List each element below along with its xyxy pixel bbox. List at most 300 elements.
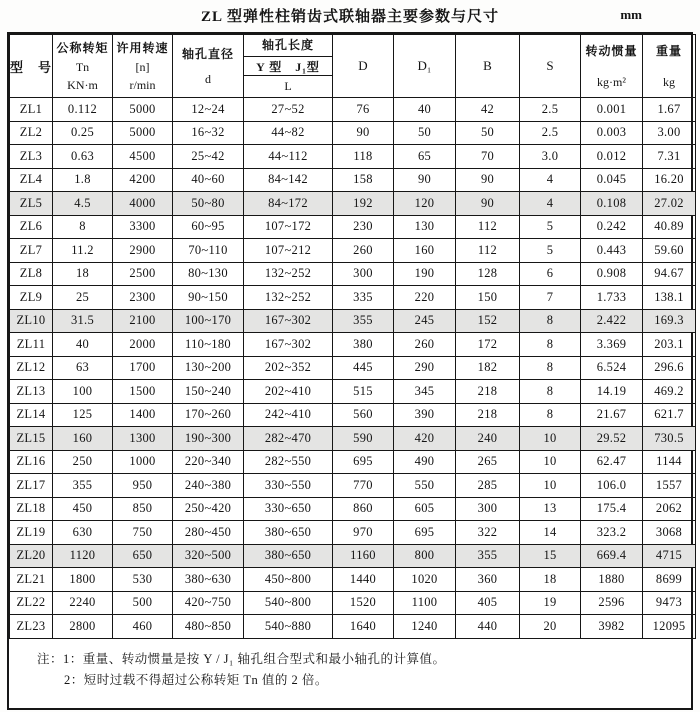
cell-torque: 250 bbox=[53, 450, 113, 474]
table-frame bbox=[7, 32, 693, 710]
table-row bbox=[10, 145, 696, 169]
cell-torque: 63 bbox=[53, 356, 113, 380]
cell-D1: 605 bbox=[394, 497, 456, 521]
cell-length: 540~880 bbox=[244, 615, 333, 639]
cell-length: 450~800 bbox=[244, 568, 333, 592]
col-header-bore bbox=[173, 35, 244, 98]
table-row bbox=[10, 403, 696, 427]
cell-D1: 390 bbox=[394, 403, 456, 427]
cell-speed: 3300 bbox=[113, 215, 173, 239]
cell-S: 10 bbox=[520, 427, 581, 451]
cell-length: 107~172 bbox=[244, 215, 333, 239]
cell-model: ZL22 bbox=[10, 591, 53, 615]
cell-D1: 220 bbox=[394, 286, 456, 310]
cell-B: 152 bbox=[456, 309, 520, 333]
cell-S: 8 bbox=[520, 380, 581, 404]
cell-inertia: 14.19 bbox=[581, 380, 643, 404]
cell-model: ZL21 bbox=[10, 568, 53, 592]
cell-inertia: 0.242 bbox=[581, 215, 643, 239]
cell-speed: 460 bbox=[113, 615, 173, 639]
header-speed-label: 许用转速 bbox=[116, 40, 169, 55]
title-row bbox=[0, 5, 700, 29]
cell-D: 560 bbox=[333, 403, 394, 427]
cell-D: 1520 bbox=[333, 591, 394, 615]
cell-weight: 1144 bbox=[643, 450, 696, 474]
cell-speed: 2000 bbox=[113, 333, 173, 357]
col-header-model bbox=[10, 35, 53, 98]
cell-inertia: 323.2 bbox=[581, 521, 643, 545]
cell-model: ZL2 bbox=[10, 121, 53, 145]
cell-weight: 8699 bbox=[643, 568, 696, 592]
cell-model: ZL8 bbox=[10, 262, 53, 286]
note-line-1: 注：1：重量、转动惯量是按 Y / J₁ 轴孔组合型式和最小轴孔的计算值。 bbox=[37, 651, 446, 666]
cell-bore: 240~380 bbox=[173, 474, 244, 498]
cell-bore: 170~260 bbox=[173, 403, 244, 427]
cell-weight: 203.1 bbox=[643, 333, 696, 357]
notes-block bbox=[9, 639, 691, 709]
cell-torque: 125 bbox=[53, 403, 113, 427]
table-row bbox=[10, 591, 696, 615]
cell-torque: 355 bbox=[53, 474, 113, 498]
cell-S: 5 bbox=[520, 215, 581, 239]
cell-length: 330~550 bbox=[244, 474, 333, 498]
table-row bbox=[10, 497, 696, 521]
cell-D1: 1100 bbox=[394, 591, 456, 615]
table-row bbox=[10, 568, 696, 592]
cell-D: 860 bbox=[333, 497, 394, 521]
cell-inertia: 3982 bbox=[581, 615, 643, 639]
cell-weight: 16.20 bbox=[643, 168, 696, 192]
cell-B: 405 bbox=[456, 591, 520, 615]
cell-torque: 31.5 bbox=[53, 309, 113, 333]
cell-S: 4 bbox=[520, 192, 581, 216]
cell-length: 202~352 bbox=[244, 356, 333, 380]
cell-speed: 2500 bbox=[113, 262, 173, 286]
cell-model: ZL14 bbox=[10, 403, 53, 427]
cell-model: ZL12 bbox=[10, 356, 53, 380]
cell-weight: 1557 bbox=[643, 474, 696, 498]
header-inertia-unit: kg·m² bbox=[597, 75, 626, 89]
cell-weight: 94.67 bbox=[643, 262, 696, 286]
cell-inertia: 62.47 bbox=[581, 450, 643, 474]
table-row bbox=[10, 450, 696, 474]
cell-B: 150 bbox=[456, 286, 520, 310]
cell-bore: 190~300 bbox=[173, 427, 244, 451]
cell-weight: 3068 bbox=[643, 521, 696, 545]
col-header-D1 bbox=[394, 35, 456, 98]
cell-torque: 40 bbox=[53, 333, 113, 357]
cell-length: 132~252 bbox=[244, 286, 333, 310]
cell-D1: 40 bbox=[394, 98, 456, 122]
cell-inertia: 2.422 bbox=[581, 309, 643, 333]
unit-label: mm bbox=[620, 7, 642, 22]
cell-inertia: 0.012 bbox=[581, 145, 643, 169]
cell-D1: 1020 bbox=[394, 568, 456, 592]
col-header-weight bbox=[643, 35, 696, 98]
cell-model: ZL17 bbox=[10, 474, 53, 498]
cell-length: 202~410 bbox=[244, 380, 333, 404]
cell-speed: 1500 bbox=[113, 380, 173, 404]
cell-speed: 5000 bbox=[113, 121, 173, 145]
table-row bbox=[10, 286, 696, 310]
cell-model: ZL1 bbox=[10, 98, 53, 122]
cell-speed: 4000 bbox=[113, 192, 173, 216]
cell-B: 172 bbox=[456, 333, 520, 357]
cell-D: 380 bbox=[333, 333, 394, 357]
cell-B: 182 bbox=[456, 356, 520, 380]
cell-S: 8 bbox=[520, 356, 581, 380]
cell-length: 282~550 bbox=[244, 450, 333, 474]
table-header bbox=[10, 35, 696, 98]
note-line-2: 2：短时过载不得超过公称转矩 Tn 值的 2 倍。 bbox=[64, 673, 328, 688]
cell-S: 13 bbox=[520, 497, 581, 521]
cell-length: 282~470 bbox=[244, 427, 333, 451]
table-row bbox=[10, 121, 696, 145]
cell-weight: 3.00 bbox=[643, 121, 696, 145]
cell-S: 8 bbox=[520, 333, 581, 357]
cell-torque: 4.5 bbox=[53, 192, 113, 216]
table-row bbox=[10, 168, 696, 192]
cell-weight: 169.3 bbox=[643, 309, 696, 333]
cell-weight: 12095 bbox=[643, 615, 696, 639]
cell-bore: 320~500 bbox=[173, 544, 244, 568]
cell-bore: 90~150 bbox=[173, 286, 244, 310]
header-bore-label: 轴孔直径 bbox=[181, 47, 234, 61]
cell-D: 355 bbox=[333, 309, 394, 333]
cell-bore: 100~170 bbox=[173, 309, 244, 333]
cell-D1: 120 bbox=[394, 192, 456, 216]
cell-B: 70 bbox=[456, 145, 520, 169]
cell-B: 90 bbox=[456, 192, 520, 216]
cell-speed: 4500 bbox=[113, 145, 173, 169]
page-title: ZL 型弹性柱销齿式联轴器主要参数与尺寸 bbox=[201, 9, 499, 25]
cell-inertia: 0.001 bbox=[581, 98, 643, 122]
cell-D: 260 bbox=[333, 239, 394, 263]
cell-B: 128 bbox=[456, 262, 520, 286]
table-row bbox=[10, 239, 696, 263]
cell-weight: 9473 bbox=[643, 591, 696, 615]
cell-D1: 260 bbox=[394, 333, 456, 357]
cell-length: 44~82 bbox=[244, 121, 333, 145]
cell-bore: 110~180 bbox=[173, 333, 244, 357]
cell-S: 7 bbox=[520, 286, 581, 310]
table-row bbox=[10, 380, 696, 404]
header-model-label: 型 号 bbox=[10, 59, 53, 75]
cell-S: 4 bbox=[520, 168, 581, 192]
cell-model: ZL3 bbox=[10, 145, 53, 169]
cell-bore: 150~240 bbox=[173, 380, 244, 404]
cell-speed: 2300 bbox=[113, 286, 173, 310]
cell-D1: 65 bbox=[394, 145, 456, 169]
cell-B: 218 bbox=[456, 403, 520, 427]
col-header-inertia bbox=[581, 35, 643, 98]
cell-bore: 40~60 bbox=[173, 168, 244, 192]
cell-bore: 280~450 bbox=[173, 521, 244, 545]
cell-torque: 0.63 bbox=[53, 145, 113, 169]
cell-torque: 2240 bbox=[53, 591, 113, 615]
cell-model: ZL19 bbox=[10, 521, 53, 545]
cell-S: 10 bbox=[520, 474, 581, 498]
cell-D1: 290 bbox=[394, 356, 456, 380]
cell-inertia: 175.4 bbox=[581, 497, 643, 521]
header-S-label: S bbox=[546, 58, 554, 73]
cell-S: 8 bbox=[520, 403, 581, 427]
header-inertia-label: 转动惯量 bbox=[585, 44, 638, 58]
cell-D1: 345 bbox=[394, 380, 456, 404]
col-header-S bbox=[520, 35, 581, 98]
cell-bore: 480~850 bbox=[173, 615, 244, 639]
cell-speed: 1000 bbox=[113, 450, 173, 474]
cell-model: ZL10 bbox=[10, 309, 53, 333]
table-body bbox=[10, 98, 696, 639]
cell-bore: 380~630 bbox=[173, 568, 244, 592]
cell-B: 50 bbox=[456, 121, 520, 145]
cell-torque: 11.2 bbox=[53, 239, 113, 263]
cell-model: ZL20 bbox=[10, 544, 53, 568]
cell-B: 42 bbox=[456, 98, 520, 122]
cell-B: 112 bbox=[456, 215, 520, 239]
cell-weight: 138.1 bbox=[643, 286, 696, 310]
cell-D: 515 bbox=[333, 380, 394, 404]
col-header-B bbox=[456, 35, 520, 98]
cell-D1: 160 bbox=[394, 239, 456, 263]
header-B-label: B bbox=[483, 58, 492, 73]
cell-inertia: 669.4 bbox=[581, 544, 643, 568]
cell-length: 27~52 bbox=[244, 98, 333, 122]
cell-weight: 27.02 bbox=[643, 192, 696, 216]
cell-torque: 1800 bbox=[53, 568, 113, 592]
cell-B: 218 bbox=[456, 380, 520, 404]
header-speed-unit: r/min bbox=[129, 78, 156, 93]
cell-D: 770 bbox=[333, 474, 394, 498]
cell-S: 5 bbox=[520, 239, 581, 263]
cell-speed: 850 bbox=[113, 497, 173, 521]
cell-D1: 50 bbox=[394, 121, 456, 145]
col-header-D bbox=[333, 35, 394, 98]
cell-bore: 220~340 bbox=[173, 450, 244, 474]
cell-S: 14 bbox=[520, 521, 581, 545]
header-length-symbol: L bbox=[284, 79, 292, 93]
cell-speed: 950 bbox=[113, 474, 173, 498]
cell-D1: 245 bbox=[394, 309, 456, 333]
cell-length: 44~112 bbox=[244, 145, 333, 169]
header-weight-label: 重量 bbox=[655, 44, 682, 58]
cell-bore: 80~130 bbox=[173, 262, 244, 286]
table-row bbox=[10, 215, 696, 239]
cell-torque: 0.25 bbox=[53, 121, 113, 145]
cell-D: 335 bbox=[333, 286, 394, 310]
cell-bore: 70~110 bbox=[173, 239, 244, 263]
col-header-torque bbox=[53, 35, 113, 98]
cell-D1: 800 bbox=[394, 544, 456, 568]
cell-length: 380~650 bbox=[244, 544, 333, 568]
cell-D1: 695 bbox=[394, 521, 456, 545]
cell-bore: 16~32 bbox=[173, 121, 244, 145]
cell-weight: 730.5 bbox=[643, 427, 696, 451]
cell-speed: 1400 bbox=[113, 403, 173, 427]
cell-length: 540~800 bbox=[244, 591, 333, 615]
cell-inertia: 1.733 bbox=[581, 286, 643, 310]
cell-length: 84~172 bbox=[244, 192, 333, 216]
cell-model: ZL18 bbox=[10, 497, 53, 521]
cell-model: ZL4 bbox=[10, 168, 53, 192]
cell-D1: 190 bbox=[394, 262, 456, 286]
cell-torque: 1120 bbox=[53, 544, 113, 568]
cell-S: 2.5 bbox=[520, 121, 581, 145]
cell-weight: 469.2 bbox=[643, 380, 696, 404]
cell-D1: 130 bbox=[394, 215, 456, 239]
cell-B: 360 bbox=[456, 568, 520, 592]
cell-D1: 1240 bbox=[394, 615, 456, 639]
cell-inertia: 21.67 bbox=[581, 403, 643, 427]
header-length-label: 轴孔长度 bbox=[261, 38, 314, 52]
cell-B: 90 bbox=[456, 168, 520, 192]
cell-model: ZL16 bbox=[10, 450, 53, 474]
header-row bbox=[10, 35, 696, 98]
cell-S: 20 bbox=[520, 615, 581, 639]
cell-D: 1640 bbox=[333, 615, 394, 639]
cell-D: 158 bbox=[333, 168, 394, 192]
cell-D: 118 bbox=[333, 145, 394, 169]
cell-inertia: 0.003 bbox=[581, 121, 643, 145]
cell-torque: 160 bbox=[53, 427, 113, 451]
cell-speed: 1700 bbox=[113, 356, 173, 380]
cell-S: 3.0 bbox=[520, 145, 581, 169]
cell-weight: 40.89 bbox=[643, 215, 696, 239]
table-row bbox=[10, 356, 696, 380]
cell-speed: 4200 bbox=[113, 168, 173, 192]
cell-inertia: 106.0 bbox=[581, 474, 643, 498]
cell-model: ZL13 bbox=[10, 380, 53, 404]
cell-torque: 1.8 bbox=[53, 168, 113, 192]
cell-length: 84~142 bbox=[244, 168, 333, 192]
cell-B: 240 bbox=[456, 427, 520, 451]
cell-S: 8 bbox=[520, 309, 581, 333]
cell-bore: 250~420 bbox=[173, 497, 244, 521]
cell-inertia: 2596 bbox=[581, 591, 643, 615]
cell-inertia: 3.369 bbox=[581, 333, 643, 357]
cell-bore: 12~24 bbox=[173, 98, 244, 122]
cell-D: 230 bbox=[333, 215, 394, 239]
cell-D: 1440 bbox=[333, 568, 394, 592]
cell-length: 330~650 bbox=[244, 497, 333, 521]
cell-B: 300 bbox=[456, 497, 520, 521]
cell-D1: 90 bbox=[394, 168, 456, 192]
header-torque-symbol: Tn bbox=[75, 59, 90, 74]
cell-model: ZL9 bbox=[10, 286, 53, 310]
cell-S: 19 bbox=[520, 591, 581, 615]
cell-D: 300 bbox=[333, 262, 394, 286]
cell-D: 590 bbox=[333, 427, 394, 451]
cell-B: 322 bbox=[456, 521, 520, 545]
cell-weight: 296.6 bbox=[643, 356, 696, 380]
cell-model: ZL23 bbox=[10, 615, 53, 639]
cell-inertia: 0.443 bbox=[581, 239, 643, 263]
cell-B: 112 bbox=[456, 239, 520, 263]
cell-inertia: 0.108 bbox=[581, 192, 643, 216]
cell-length: 242~410 bbox=[244, 403, 333, 427]
cell-speed: 750 bbox=[113, 521, 173, 545]
cell-bore: 50~80 bbox=[173, 192, 244, 216]
col-header-speed bbox=[113, 35, 173, 98]
cell-bore: 25~42 bbox=[173, 145, 244, 169]
cell-S: 2.5 bbox=[520, 98, 581, 122]
cell-length: 380~650 bbox=[244, 521, 333, 545]
table-row bbox=[10, 615, 696, 639]
table-row bbox=[10, 474, 696, 498]
col-header-length bbox=[244, 35, 333, 98]
cell-bore: 420~750 bbox=[173, 591, 244, 615]
header-torque-unit: KN·m bbox=[67, 78, 98, 93]
table-row bbox=[10, 192, 696, 216]
header-torque-label: 公称转矩 bbox=[56, 40, 109, 55]
cell-speed: 500 bbox=[113, 591, 173, 615]
cell-speed: 5000 bbox=[113, 98, 173, 122]
header-bore-symbol: d bbox=[205, 72, 211, 86]
cell-bore: 130~200 bbox=[173, 356, 244, 380]
table-row bbox=[10, 333, 696, 357]
table-row bbox=[10, 544, 696, 568]
table-row bbox=[10, 98, 696, 122]
cell-torque: 8 bbox=[53, 215, 113, 239]
cell-torque: 100 bbox=[53, 380, 113, 404]
cell-speed: 650 bbox=[113, 544, 173, 568]
cell-speed: 2900 bbox=[113, 239, 173, 263]
cell-S: 10 bbox=[520, 450, 581, 474]
header-length-types: Y 型 J₁型 bbox=[244, 56, 332, 76]
cell-B: 440 bbox=[456, 615, 520, 639]
cell-length: 107~212 bbox=[244, 239, 333, 263]
table-row bbox=[10, 262, 696, 286]
cell-S: 6 bbox=[520, 262, 581, 286]
cell-model: ZL15 bbox=[10, 427, 53, 451]
cell-torque: 25 bbox=[53, 286, 113, 310]
table-row bbox=[10, 427, 696, 451]
cell-length: 167~302 bbox=[244, 333, 333, 357]
cell-D1: 420 bbox=[394, 427, 456, 451]
cell-length: 167~302 bbox=[244, 309, 333, 333]
cell-D: 1160 bbox=[333, 544, 394, 568]
cell-torque: 630 bbox=[53, 521, 113, 545]
cell-inertia: 0.908 bbox=[581, 262, 643, 286]
cell-B: 355 bbox=[456, 544, 520, 568]
cell-inertia: 29.52 bbox=[581, 427, 643, 451]
header-speed-symbol: [n] bbox=[135, 59, 150, 74]
cell-model: ZL6 bbox=[10, 215, 53, 239]
cell-D1: 550 bbox=[394, 474, 456, 498]
cell-torque: 18 bbox=[53, 262, 113, 286]
cell-D: 695 bbox=[333, 450, 394, 474]
header-D-label: D bbox=[358, 58, 368, 73]
cell-inertia: 6.524 bbox=[581, 356, 643, 380]
cell-B: 285 bbox=[456, 474, 520, 498]
cell-D: 445 bbox=[333, 356, 394, 380]
cell-torque: 450 bbox=[53, 497, 113, 521]
cell-bore: 60~95 bbox=[173, 215, 244, 239]
cell-S: 15 bbox=[520, 544, 581, 568]
cell-speed: 530 bbox=[113, 568, 173, 592]
cell-inertia: 0.045 bbox=[581, 168, 643, 192]
table-row bbox=[10, 521, 696, 545]
cell-D: 90 bbox=[333, 121, 394, 145]
cell-D: 970 bbox=[333, 521, 394, 545]
cell-weight: 2062 bbox=[643, 497, 696, 521]
cell-speed: 1300 bbox=[113, 427, 173, 451]
cell-weight: 1.67 bbox=[643, 98, 696, 122]
cell-speed: 2100 bbox=[113, 309, 173, 333]
cell-D: 192 bbox=[333, 192, 394, 216]
parameters-table bbox=[9, 34, 696, 639]
